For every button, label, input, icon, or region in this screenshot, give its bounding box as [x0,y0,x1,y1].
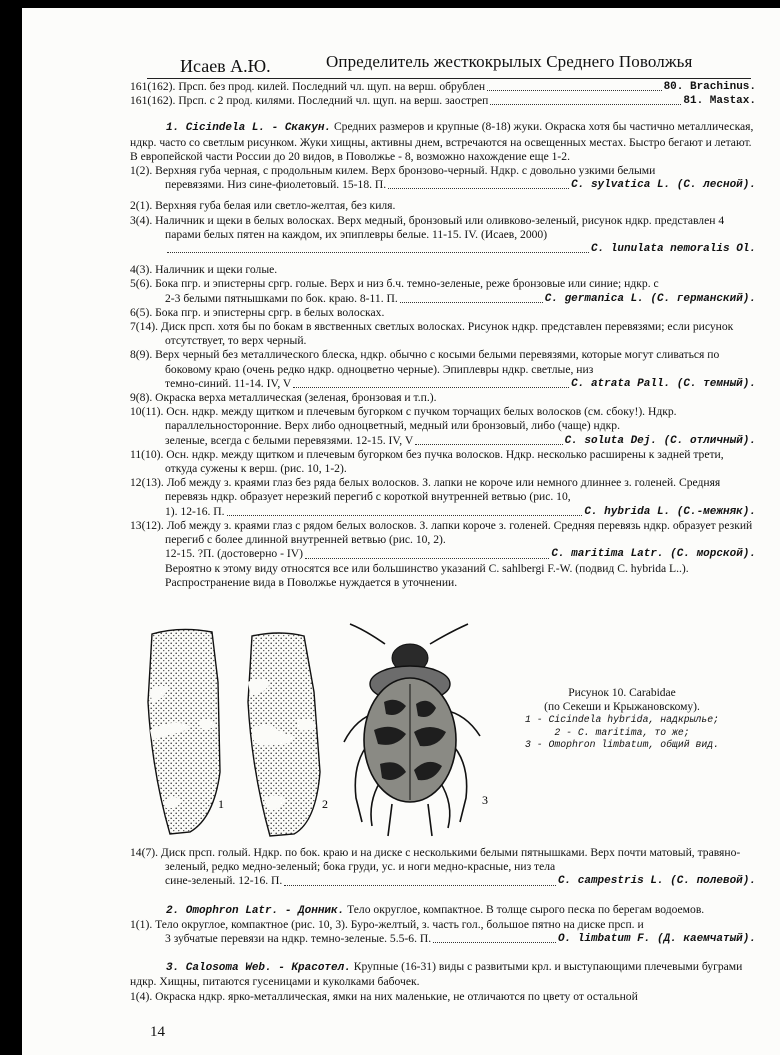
couplet-12-result-line: 1). 12-16. П. C. hybrida L. (C.-межняк). [165,504,756,518]
couplet-9: 9(8). Окраска верха металлическая (зеленая, бронзовая и т.п.). [130,391,437,405]
caption-title: Рисунок 10. Carabidae [568,687,676,699]
couplet-1: 1(2). Верхняя губа черная, с продольным килем. Верх бронзово-черный. Ндкр. с довольно узкими белыми [130,164,656,178]
couplet-number: 161(162). [130,94,176,108]
figure-label-3: 3 [482,793,488,807]
couplet-result: 80. Brachinus. [663,81,756,93]
couplet-3-result-line: C. lunulata nemoralis Ol. [130,242,756,256]
couplet-8-result-line: темно-синий. 11-14. IV, V C. atrata Pall. (C. темный). [165,376,756,390]
main-text [130,80,756,590]
lower-text [130,846,756,1004]
couplet-1-result-line: перевязями. Низ сине-фиолетовый. 15-18. П. C. sylvatica L. (C. лесной). [165,178,756,192]
caption-source: (по Секеши и Крыжановскому). [544,701,700,713]
elytron-hybrida [148,629,220,834]
figure-label-1: 1 [218,797,224,811]
couplet-number: 161(162). [130,80,176,93]
couplet-7: 7(14). Диск прсп. хотя бы по бокам в явственных светлых волосках. Рисунок ндкр. представлен перевязями; если рисунок отсутствует, то верх черный. [130,320,734,348]
genus-calosoma: 3. Calosoma Web. - Красотел. Крупные (16-31) виды с развитыми крл. и выступающими плечевыми буграми ндкр. Хищны, питаются гусеницами и куколками бабочек. [130,960,743,989]
caption-item-1: 1 - Cicindela hybrida, надкрылье; [524,714,719,725]
genus-cicindela [130,120,756,164]
figure-caption [522,686,722,752]
couplet-8: 8(9). Верх черный без металлического блеска, ндкр. обычно с косыми белыми перевязями, которые могут сливаться по боковому краю (очень редко ндкр. одноцветно черные). Эпиплевры ндкр. светлые, низ [130,348,720,376]
couplet-10-result-line: зеленые, всегда с белыми перевязями. 12-15. IV, V C. soluta Dej. (C. отличный). [165,433,756,447]
couplet-4: 4(3). Наличник и щеки голые. [130,263,278,277]
couplet-12: 12(13). Лоб между з. краями глаз без ряда белых волосков. З. лапки не короче или немного длиннее з. голеней. Средняя перевязь ндкр. образует нерезкий перегиб с короткой внутренней ветвью (рис. 10, [130,476,721,504]
couplet-13-result-line: 12-15. ?П. (достоверно - IV) C. maritima Latr. (C. морской). [165,547,756,561]
couplet-13: 13(12). Лоб между з. краями глаз с рядом белых волосков. З. лапки короче з. голеней. Средняя перевязь ндкр. образует резкий перегиб с более длинной внутренней ветвью (рис. 10, 2). [130,518,753,547]
couplet-text: Прсп. без прод. килей. Последний чл. щуп. на верш. обрублен [178,80,486,93]
genus-heading: 1. Cicindela L. - Скакун. [166,122,332,135]
couplet-14: 14(7). Диск прсп. голый. Ндкр. по бок. краю и на диске с несколькими белыми пятнышками. Верх почти матовый, травяно-зеленый, редко медно-зеленый; бока груди, ус. и ноги медно-красные, низ тела [130,846,741,874]
genus-omophron: 2. Omophron Latr. - Донник. Тело округлое, компактное. В толще сырого песка по берегам водоемов. [166,902,705,917]
page-number: 14 [150,1024,165,1040]
caption-item-2: 2 - C. maritima, то же; [554,726,690,738]
elytron-maritima [248,633,320,836]
couplet-10: 10(11). Осн. ндкр. между щитком и плечевым бугорком с пучком торчащих белых волосков (см. сбоку!). Ндкр. параллельносторонние. Верх либо одноцветный, медный или бронзовый, либо (чаще) ндкр. [130,405,677,433]
couplet-161a [130,80,756,94]
calosoma-couplet-1: 1(4). Окраска ндкр. ярко-металлическая, ямки на них маленькие, не отличаются по цвету от остальной [130,989,638,1003]
figure-label-2: 2 [322,797,328,811]
header-rule [147,78,751,79]
genus-heading: 2. Omophron Latr. - Донник. [166,904,345,917]
couplet-5-result-line: 2-3 белыми пятнышками по бок. краю. 8-11. П. C. germanica L. (C. германский). [165,291,756,305]
couplet-14-result-line: сине-зеленый. 12-16. П. C. campestris L. (C. полевой). [165,874,756,888]
scan-edge-top [0,0,780,8]
couplet-161b [130,94,756,108]
header-author: Исаев А.Ю. [180,56,271,76]
omophron-result-line: 3 зубчатые перевязи на ндкр. темно-зеленые. 5.5-6. П. O. limbatum F. (Д. каемчатый). [165,932,756,946]
caption-item-3: 3 - Omophron limbatum, общий вид. [524,739,719,750]
couplet-text: Прсп. с 2 прод. килями. Последний чл. щуп. на верш. заостреп [178,94,489,108]
beetle-body [364,644,456,802]
genus-heading: 3. Calosoma Web. - Красотел. [166,962,351,975]
genus-description: Средних размеров и крупные (8-18) жуки. Окраска хотя бы частично металлическая, ндкр. часто со светлым рисунком. Жуки хищны, активны днем, встречаются на освещенных местах. Быстро бегают и летают. В европейской части России до 20 видов, в Поволжье - 8, возможно нахождение еще 1-2. [130,120,754,163]
header-title: Определитель жесткокрылых Среднего Поволжья [326,52,693,71]
omophron-couplet-1: 1(1). Тело округлое, компактное (рис. 10, 3). Буро-желтый, з. часть гол., большое пятно на диске прсп. и [130,917,644,931]
couplet-5: 5(6). Бока пгр. и эпистерны сргр. голые. Верх и низ б.ч. темно-зеленые, реже бронзовые или синие; ндкр. с [130,277,659,291]
couplet-13-note: Вероятно к этому виду относятся все или большинство указаний C. sahlbergi F.-W. (подвид C. hybrida L..). Распространение вида в Поволжье нуждается в уточнении. [165,561,689,589]
couplet-11: 11(10). Осн. ндкр. между щитком и плечевым бугорком без пучка волосков. Ндкр. несколько расширены к задней трети, откуда сужены к верш. (рис. 10, 1-2). [130,447,724,476]
couplet-result: 81. Mastax. [683,95,756,108]
couplet-6: 6(5). Бока пгр. и эпистерны сргр. в белых волосках. [130,305,385,319]
couplet-2: 2(1). Верхняя губа белая или светло-желтая, без киля. [130,199,396,213]
scan-edge-left [0,0,22,1055]
couplet-3: 3(4). Наличник и щеки в белых волосках. Верх медный, бронзовый или оливково-зеленый, рисунок ндкр. представлен 4 парами белых пятен на каждом, их эпиплевры белые. 11-15. IV. (Исаев, 2000) [130,213,725,241]
